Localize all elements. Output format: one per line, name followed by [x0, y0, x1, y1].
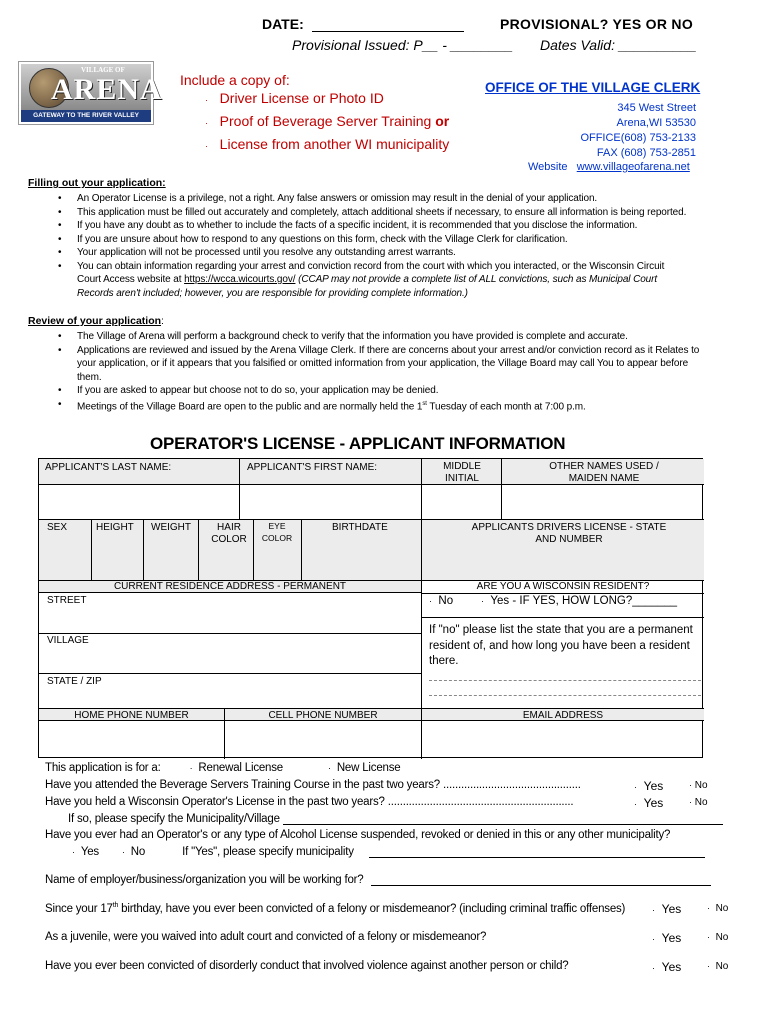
- office-fax: FAX (608) 753-2851: [596, 147, 696, 159]
- dates-valid: Dates Valid: __________: [540, 37, 697, 53]
- wi-yes-option[interactable]: · Yes - IF YES, HOW LONG?_______: [481, 595, 678, 607]
- office-website: Website www.villageofarena.net: [528, 161, 690, 173]
- filling-heading: Filling out your application:: [28, 177, 166, 189]
- new-option[interactable]: · New License: [328, 762, 401, 774]
- cell-phone-input[interactable]: [225, 722, 420, 757]
- if-no-line[interactable]: [429, 680, 701, 681]
- hair-color-label: HAIR COLOR: [211, 522, 247, 545]
- list-item: • Meetings of the Village Board are open to the public and are normally held the 1st Tuesday of each month at 7:00 p.m.: [50, 398, 710, 414]
- juvenile-yes[interactable]: · Yes: [652, 931, 682, 945]
- review-heading: Review of your application:: [28, 315, 164, 327]
- state-zip-input[interactable]: [40, 674, 420, 708]
- if-no-line[interactable]: [429, 695, 701, 696]
- office-address: [580, 101, 696, 161]
- question-juvenile: As a juvenile, were you waived into adult court and convicted of a felony or misdemeanor?: [45, 931, 487, 943]
- date-field[interactable]: [262, 16, 464, 32]
- state-zip-label: STATE / ZIP: [47, 676, 102, 687]
- wi-license-municipality: If so, please specify the Municipality/Village: [68, 813, 723, 825]
- applicant-grid: [38, 458, 703, 758]
- disorderly-yes[interactable]: · Yes: [652, 960, 682, 974]
- renewal-option[interactable]: · Renewal License: [189, 762, 284, 774]
- training-yes[interactable]: · Yes: [634, 779, 664, 793]
- height-label: HEIGHT: [96, 522, 134, 533]
- list-item: • An Operator License is a privilege, not a right. Any false answers or omission may result in the denial of your application.: [50, 192, 750, 206]
- question-disorderly: Have you ever been convicted of disorderly conduct that involved violence against another person or child?: [45, 960, 569, 972]
- question-training: Have you attended the Beverage Servers Training Course in the past two years? ..............................................: [45, 779, 581, 791]
- include-item: · License from another WI municipality: [205, 136, 450, 152]
- suspended-options: · Yes · No If "Yes", please specify municipality: [72, 846, 705, 858]
- date-label: DATE:: [262, 16, 304, 32]
- list-item: • If you are unsure about how to respond to any questions on this form, check with the Village Clerk for clarification.: [50, 233, 750, 247]
- provisional-label: PROVISIONAL? YES OR NO: [500, 16, 694, 32]
- training-no[interactable]: · No: [689, 780, 708, 791]
- weight-label: WEIGHT: [151, 522, 191, 533]
- filling-list: [50, 192, 750, 300]
- include-title: Include a copy of:: [180, 72, 290, 88]
- list-item: • Applications are reviewed and issued by the Arena Village Clerk. If there are concerns about your arrest and/or conviction record as it Relates to your application, or if it appears that you falsified or omitted information from your application, the Village Board may call You to appear before them.: [50, 344, 710, 385]
- question-employer: Name of employer/business/organization you will be working for?: [45, 874, 711, 886]
- office-address2: Arena,WI 53530: [616, 117, 696, 129]
- office-phone: OFFICE(608) 753-2133: [580, 132, 696, 144]
- other-names-label: OTHER NAMES USED / MAIDEN NAME: [549, 461, 659, 484]
- ccap-link[interactable]: https://wcca.wicourts.gov/: [184, 274, 296, 285]
- municipality-line[interactable]: [283, 813, 723, 825]
- question-suspended: Have you ever had an Operator's or any type of Alcohol License suspended, revoked or denied in this or any other municipality?: [45, 829, 671, 841]
- list-item: • If you are asked to appear but choose not to do so, your application may be denied.: [50, 384, 710, 398]
- last-name-label: APPLICANT'S LAST NAME:: [45, 462, 172, 473]
- date-line[interactable]: [312, 18, 464, 32]
- wi-no-option[interactable]: · No: [429, 595, 454, 607]
- wi-resident-label: ARE YOU A WISCONSIN RESIDENT?: [476, 581, 650, 592]
- provisional-issued: Provisional Issued: P__ - ________: [292, 37, 514, 53]
- birthdate-label: BIRTHDATE: [332, 522, 388, 533]
- last-name-input[interactable]: [40, 486, 238, 518]
- office-address1: 345 West Street: [617, 102, 696, 114]
- wi-license-no[interactable]: · No: [689, 797, 708, 808]
- review-list: [50, 330, 710, 413]
- suspended-no[interactable]: · No: [121, 846, 146, 858]
- suspended-yes[interactable]: · Yes: [72, 846, 99, 858]
- middle-initial-label: MIDDLE INITIAL: [443, 461, 481, 484]
- wi-license-yes[interactable]: · Yes: [634, 796, 664, 810]
- disorderly-no[interactable]: · No: [707, 961, 729, 972]
- street-label: STREET: [47, 595, 87, 606]
- employer-line[interactable]: [371, 874, 711, 886]
- list-item: • This application must be filled out accurately and completely, attach additional sheets if necessary, to ensure all information is being reported.: [50, 206, 750, 220]
- cell-phone-label: CELL PHONE NUMBER: [268, 710, 378, 721]
- form-title: OPERATOR'S LICENSE - APPLICANT INFORMATION: [150, 434, 566, 453]
- felony-yes[interactable]: · Yes: [652, 902, 682, 916]
- logo-tagline: GATEWAY TO THE RIVER VALLEY: [21, 110, 151, 122]
- logo-main-text: ARENA: [51, 73, 163, 106]
- village-input[interactable]: [40, 634, 420, 673]
- eye-color-label: EYE COLOR: [261, 521, 293, 543]
- list-item: • If you have any doubt as to whether to include the facts of a specific incident, it is recommended that you disclose the information.: [50, 219, 750, 233]
- home-phone-label: HOME PHONE NUMBER: [74, 710, 189, 721]
- residence-label: CURRENT RESIDENCE ADDRESS - PERMANENT: [113, 581, 347, 592]
- felony-no[interactable]: · No: [707, 903, 729, 914]
- question-wi-license: Have you held a Wisconsin Operator's License in the past two years? ..............................................................: [45, 796, 574, 808]
- other-names-input[interactable]: [502, 486, 702, 518]
- village-label: VILLAGE: [47, 635, 89, 646]
- include-item: · Proof of Beverage Server Training or: [205, 113, 450, 129]
- office-title: OFFICE OF THE VILLAGE CLERK: [485, 80, 701, 95]
- include-item: · Driver License or Photo ID: [205, 90, 384, 106]
- suspended-municipality-line[interactable]: [369, 846, 705, 858]
- village-logo: [18, 61, 163, 125]
- list-item: • You can obtain information regarding your arrest and conviction record from the court with which you interacted, or the Wisconsin Circuit Court Access website at https://wcca.wicourts.gov/ (CCAP may not provide a complete list of ALL convictions, such as Municipal Court Records aren't included; however, you are responsible for providing complete information.): [50, 260, 750, 301]
- middle-initial-input[interactable]: [422, 486, 500, 518]
- application-type-row: This application is for a: · Renewal License · New License: [45, 762, 401, 774]
- include-list: [205, 88, 449, 157]
- if-no-text: If "no" please list the state that you are a permanent resident of, and how long you have been a resident there.: [429, 624, 693, 667]
- list-item: • The Village of Arena will perform a background check to verify that the information you have provided is complete and accurate.: [50, 330, 710, 344]
- website-link[interactable]: www.villageofarena.net: [576, 161, 690, 173]
- street-input[interactable]: [40, 594, 420, 633]
- drivers-license-label: APPLICANTS DRIVERS LICENSE - STATE AND NUMBER: [471, 522, 667, 545]
- list-item: • Your application will not be processed until you resolve any outstanding arrest warrants.: [50, 246, 750, 260]
- email-label: EMAIL ADDRESS: [522, 710, 604, 721]
- juvenile-no[interactable]: · No: [707, 932, 729, 943]
- first-name-label: APPLICANT'S FIRST NAME:: [247, 462, 378, 473]
- question-felony: Since your 17th birthday, have you ever been convicted of a felony or misdemeanor? (including criminal traffic offenses): [45, 902, 626, 915]
- sex-label: SEX: [47, 522, 68, 533]
- home-phone-input[interactable]: [40, 722, 223, 757]
- first-name-input[interactable]: [240, 486, 420, 518]
- email-input[interactable]: [422, 722, 702, 757]
- logo-top-text: VILLAGE OF: [81, 66, 125, 74]
